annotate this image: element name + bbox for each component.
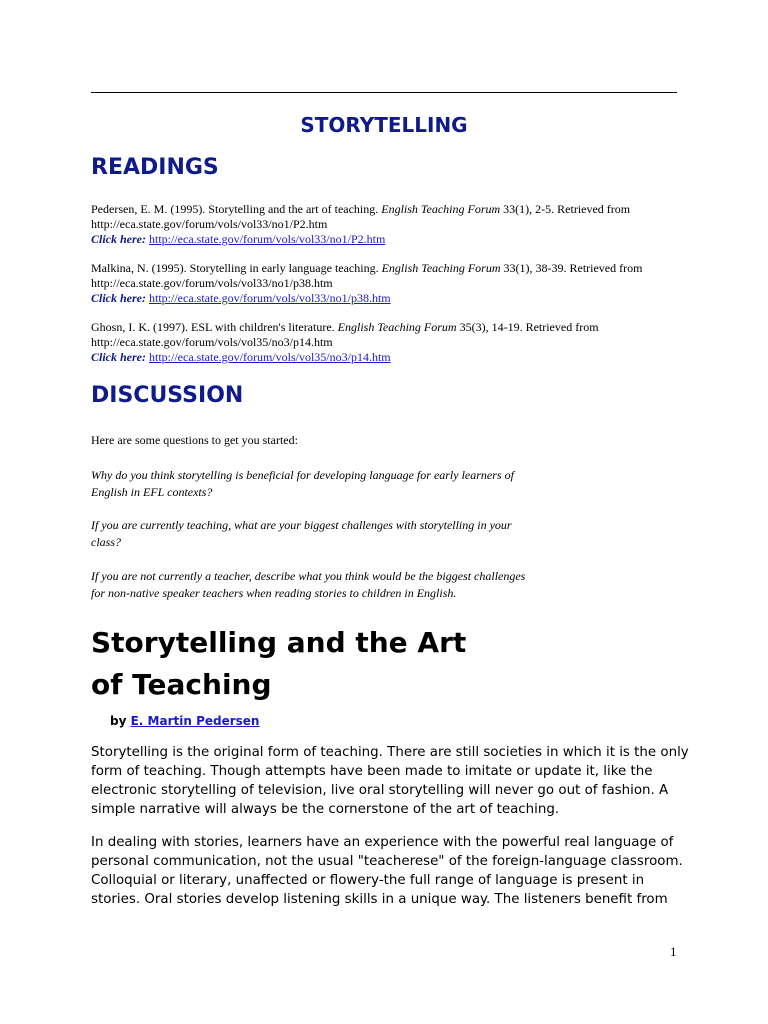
- reading-citation: [91, 261, 681, 306]
- citation-journal: English Teaching Forum: [381, 261, 501, 275]
- reading-link[interactable]: http://eca.state.gov/forum/vols/vol35/no3/p14.htm: [149, 350, 391, 364]
- reading-citation: [91, 202, 681, 247]
- article-title-line: of Teaching: [91, 668, 272, 701]
- citation-authors: Pedersen, E. M. (1995). Storytelling and the art of teaching.: [91, 202, 379, 216]
- citation-url-text: http://eca.state.gov/forum/vols/vol33/no1/p38.htm: [91, 276, 333, 290]
- click-here-label: Click here:: [91, 291, 146, 305]
- citation-details: 33(1), 2-5. Retrieved from: [500, 202, 631, 216]
- article-title-line: Storytelling and the Art: [91, 626, 467, 659]
- citation-url-text: http://eca.state.gov/forum/vols/vol33/no1/P2.htm: [91, 217, 328, 231]
- citation-journal: English Teaching Forum: [337, 320, 457, 334]
- byline: [110, 714, 259, 728]
- discussion-intro: Here are some questions to get you started:: [91, 433, 298, 447]
- reading-link[interactable]: http://eca.state.gov/forum/vols/vol33/no1/p38.htm: [149, 291, 391, 305]
- citation-details: 33(1), 38-39. Retrieved from: [500, 261, 643, 275]
- click-here-label: Click here:: [91, 232, 146, 246]
- citation-details: 35(3), 14-19. Retrieved from: [456, 320, 599, 334]
- discussion-question: If you are currently teaching, what are your biggest challenges with storytelling in your class?: [91, 518, 512, 549]
- header-rule: [91, 92, 677, 93]
- discussion-question: If you are not currently a teacher, describe what you think would be the biggest challenges for non-native speaker teachers when reading stories to children in English.: [91, 569, 526, 600]
- click-here-label: Click here:: [91, 350, 146, 364]
- author-link[interactable]: E. Martin Pedersen: [130, 714, 260, 728]
- article-paragraph: Storytelling is the original form of teaching. There are still societies in which it is the only form of teaching. Though attempts have been made to imitate or update it, like the electronic storytelling of television, live oral storytelling will never go out of fashion. A simple narrative will always be the cornerstone of the art of teaching.: [91, 745, 689, 817]
- article-paragraph: In dealing with stories, learners have an experience with the powerful real language of personal communication, not the usual "teacherese" of the foreign-language classroom. Colloquial or literary, unaffected or flowery-the full range of language is present in stories. Oral stories develop listening skills in a unique way. The listeners benefit from: [91, 835, 683, 907]
- page-number: 1: [670, 944, 677, 959]
- reading-citation: [91, 320, 681, 365]
- by-label: by: [110, 714, 127, 728]
- reading-link[interactable]: http://eca.state.gov/forum/vols/vol33/no1/P2.htm: [149, 232, 386, 246]
- discussion-question: Why do you think storytelling is beneficial for developing language for early learners of English in EFL contexts?: [91, 468, 514, 499]
- readings-heading: READINGS: [91, 155, 219, 180]
- page-title: STORYTELLING: [300, 113, 468, 137]
- citation-authors: Malkina, N. (1995). Storytelling in early language teaching.: [91, 261, 379, 275]
- discussion-heading: DISCUSSION: [91, 383, 244, 408]
- article-title: [91, 622, 571, 706]
- citation-url-text: http://eca.state.gov/forum/vols/vol35/no3/p14.htm: [91, 335, 333, 349]
- citation-authors: Ghosn, I. K. (1997). ESL with children's literature.: [91, 320, 335, 334]
- citation-journal: English Teaching Forum: [381, 202, 501, 216]
